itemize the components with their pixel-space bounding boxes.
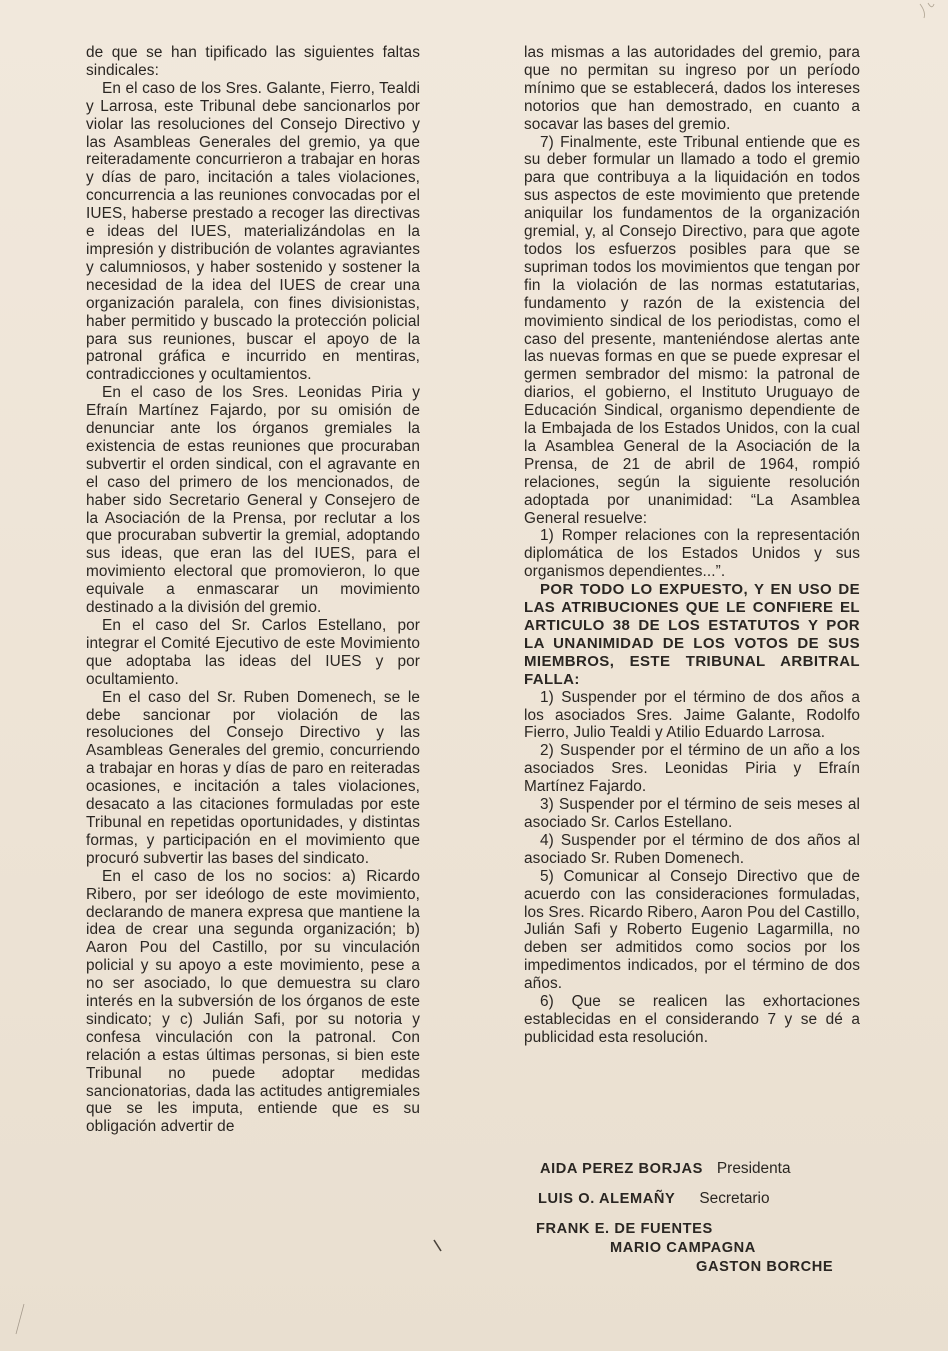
paragraph: En el caso del Sr. Ruben Domenech, se le debe sancionar por violación de las resoluciones del Consejo Directivo y las Asambleas Generales del gremio, concurriendo a trabajar en horas y días de paro en reiteradas ocasiones, e incitación a tales violaciones, desacato a las citaciones formuladas por este Tribunal en repetidas oportunidades, y distintas formas, y participación en el movimiento que procuró subvertir las bases del sindicato. [86,688,420,867]
scan-mark-icon [10,1300,30,1340]
paragraph: 1) Romper relaciones con la representación diplomática de los Estados Unidos y sus organismos dependientes...”. [524,527,860,581]
signatory-name: MARIO CAMPAGNA [610,1240,756,1256]
signatory-name: FRANK E. DE FUENTES [536,1221,713,1237]
signatory-role: Secretario [699,1190,770,1207]
ruling-item: 1) Suspender por el término de dos años a los asociados Sres. Jaime Galante, Rodolfo Fierro, Julio Tealdi y Atilio Eduardo Larrosa. [524,688,860,742]
paragraph: En el caso de los no socios: a) Ricardo Ribero, por ser ideólogo de este movimiento, declarando de manera expresa que mantiene la idea de crear una segunda organización; b) Aaron Pou del Castillo, por su vinculación policial y su apoyo a este movimiento, pese a no ser asociado, lo que demuestra su claro interés en la subversión de los órganos de este sindicato; y c) Julián Safi, por su notoria y confesa vinculación con la patronal. Con relación a estas últimas personas, si bien este Tribunal no puede adoptar medidas sancionatorias, dada las actitudes antigremiales que se les imputa, entiende que es su obligación advertir de [86,867,420,1136]
ruling-item: 4) Suspender por el término de dos años al asociado Sr. Ruben Domenech. [524,831,860,867]
signatory-role: Presidenta [716,1160,791,1177]
right-column [524,44,860,1047]
stray-mark-icon [428,1236,448,1256]
paragraph: En el caso de los Sres. Leonidas Piria y Efraín Martínez Fajardo, por su omisión de denunciar ante los órganos gremiales la existencia de estas reuniones que procuraban subvertir el orden sindical, con el agravante en el caso del primero de los mencionados, de haber sido Secretario General y Consejero de la Asociación de la Prensa, por reclutar a los que procuraban subvertir la gremial, adoptando sus ideas, que eran las del IUES, para el movimiento electoral que promovieron, lo que equivale a enmascarar un movimiento destinado a la división del gremio. [86,384,420,617]
signatory-name: LUIS O. ALEMAÑY [538,1191,676,1207]
ruling-item: 5) Comunicar al Consejo Directivo que de acuerdo con las consideraciones formuladas, los Sres. Ricardo Ribero, Aaron Pou del Castillo, Julián Safi y Roberto Eugenio Lagarmilla, no deben ser admitidos como socios por los impedimentos indicados, por el término de dos años. [524,867,860,993]
left-column [86,44,420,1136]
signature-line [538,1190,770,1208]
signature-line [536,1220,713,1238]
ruling-item: 6) Que se realicen las exhortaciones establecidas en el considerando 7 y se dé a publicidad esta resolución. [524,993,860,1046]
paragraph: las mismas a las autoridades del gremio, para que no permitan su ingreso por un período mínimo que se establecerá, dados los intereses notorios que han demostrado, en cuanto a socavar las bases del gremio. [524,44,860,133]
paragraph: En el caso del Sr. Carlos Estellano, por integrar el Comité Ejecutivo de este Movimiento que adoptaba las ideas del IUES y por ocultamiento. [86,617,420,688]
paragraph: En el caso de los Sres. Galante, Fierro, Tealdi y Larrosa, este Tribunal debe sancionarlos por violar las resoluciones del Consejo Directivo y las Asambleas Generales del gremio, ya que reiteradamente concurrieron a trabajar en horas y días de paro, incitación a tales violaciones, concurrencia a las reuniones convocadas por el IUES, haberse prestado a recoger las directivas e ideas del IUES, materializándolas en la impresión y distribución de volantes agraviantes y calumniosos, y haber sostenido y sostener la necesidad de la idea del IUES de crear una organización paralela, con fines divisionistas, haber permitido y buscado la protección policial para sus reuniones, buscar el apoyo de la patronal gráfica e incurrido en mentiras, contradicciones y ocultamientos. [86,79,420,384]
signatory-name: AIDA PEREZ BORJAS [540,1161,703,1177]
signature-line [540,1160,791,1178]
ruling-item: 3) Suspender por el término de seis meses al asociado Sr. Carlos Estellano. [524,796,860,831]
signature-line [610,1239,756,1257]
ruling-heading: POR TODO LO EXPUESTO, Y EN USO DE LAS ATRIBUCIONES QUE LE CONFIERE EL ARTICULO 38 DE LOS ESTATUTOS Y POR LA UNANIMIDAD DE LOS VOTOS DE SUS MIEMBROS, ESTE TRIBUNAL ARBITRAL FALLA: [524,581,860,688]
ruling-item: 2) Suspender por el término de un año a los asociados Sres. Leonidas Piria y Efraín Martínez Fajardo. [524,742,860,796]
corner-mark-icon [916,0,940,22]
signatory-name: GASTON BORCHE [696,1259,834,1275]
signature-line [696,1258,833,1276]
paragraph: de que se han tipificado las siguientes faltas sindicales: [86,44,420,79]
paragraph: 7) Finalmente, este Tribunal entiende que es su deber formular un llamado a todo el gremio para que contribuya a la liquidación en todos sus aspectos de este movimiento que pretende aniquilar los fundamentos de la organización gremial, y, al Consejo Directivo, para que agote todos los esfuerzos posibles para que se supriman todos los movimientos que tengan por fin la violación de las normas estatutarias, fundamento y razón de la existencia del movimiento sindical de los periodistas, como el caso del presente, manteniéndose alertas ante las nuevas formas en que se puede expresar el germen sembrador del mismo: la patronal de diarios, el gobierno, el Instituto Uruguayo de Educación Sindical, organismo dependiente de la Embajada de los Estados Unidos, con la cual la Asamblea General de la Asociación de la Prensa, de 21 de abril de 1964, rompió relaciones, según la siguiente resolución adoptada por unanimidad: “La Asamblea General resuelve: [524,133,860,527]
